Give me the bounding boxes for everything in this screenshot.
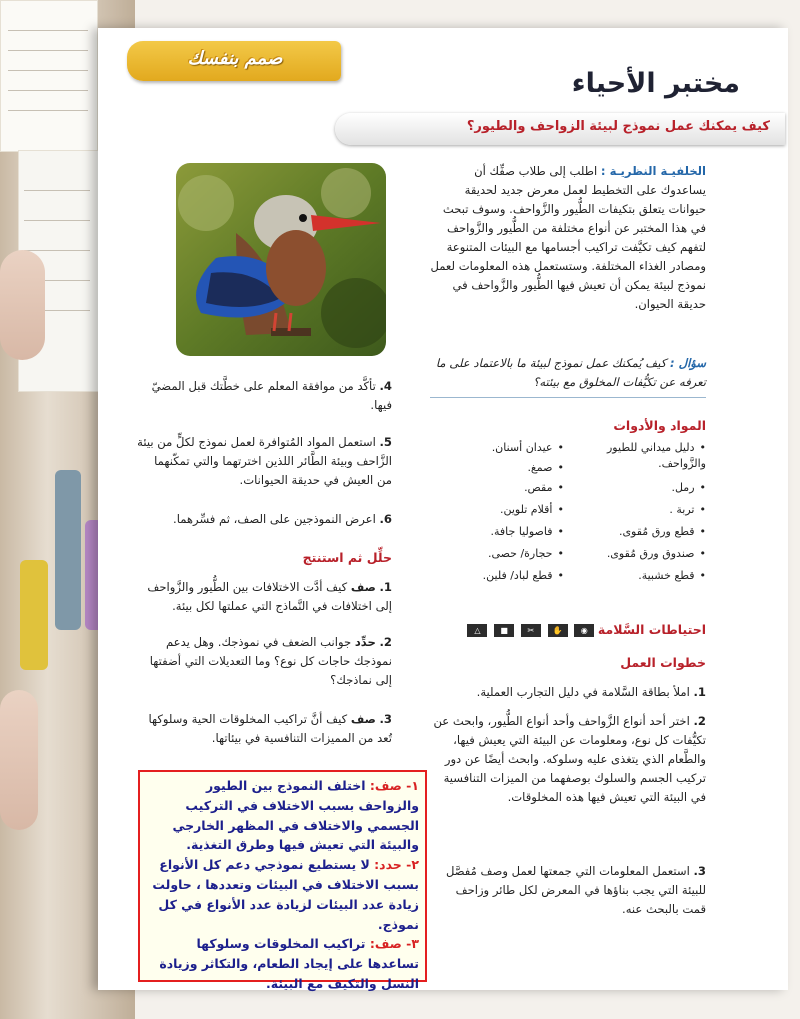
step-text: املأ بطاقة السَّلامة في دليل التجارب العملية. (476, 685, 690, 699)
scissors-safety-icon: ✂ (521, 624, 541, 637)
material-item: • صمغ. (434, 460, 564, 476)
eye-safety-icon: ◉ (574, 624, 594, 637)
answer-content (142, 776, 419, 994)
material-item: • مقص. (434, 480, 564, 496)
gloved-hand-lower (0, 690, 38, 830)
kingfisher-photo (176, 163, 386, 356)
answer-text: اختلف النموذج بين الطيور والزواحف بسبب الاختلاف في التركيب الجسمي والاختلاف في المظهر الخارجي والبيئة التي تعيش فيها وطرق التغذية. (172, 778, 419, 853)
step-2 (430, 712, 706, 807)
material-item: • أقلام تلوين. (434, 502, 564, 518)
step-number: 3. (693, 864, 706, 878)
lab-paper (0, 0, 98, 152)
analysis-number: 3. (379, 712, 392, 726)
step-text: استعمل المعلومات التي جمعتها لعمل وصف مُفصَّل للبيئة التي يجب بناؤها في المعرض لكل طائر وزاحف قمت بالبحث عنه. (445, 864, 706, 916)
step-number: 2. (693, 714, 706, 728)
wash-safety-icon: △ (467, 624, 487, 637)
step-text: اختر أحد أنواع الزَّواحف وأحد أنواع الطُّيور، وابحث عن تكيُّفات كل نوع، ومعلومات عن البيئة التي يعيش فيها، والطَّعام الذي يتغذى عليه وسلوكه. وابحث أيضًا عن دور تركيب الجسم والسلوك بوصفهما من الميزات التنافسية في البيئة التي تعيش فيها هذه المخلوقات. (433, 714, 706, 804)
clothing-safety-icon: ■ (494, 624, 514, 637)
material-item: • فاصوليا جافة. (434, 524, 564, 540)
answer-3 (142, 934, 419, 993)
banner-title: صمم بنفسك (187, 48, 283, 69)
material-item: • حجارة/ حصى. (434, 546, 564, 562)
analysis-label: صف (350, 580, 376, 594)
answer-1 (142, 776, 419, 855)
answer-text: لا يستطيع نموذجي دعم كل الأنواع بسبب الاختلاف في البيئات وتعددها ، حاولت زيادة عدد البيئات لزيادة عدد الأنواع في كل نموذج. (152, 857, 419, 932)
question-label: سؤال : (669, 356, 706, 370)
step-1 (430, 683, 706, 702)
step-text: استعمل المواد المُتوافرة لعمل نموذج لكلٍّ من بيئة الزَّاحف وبيئة الطَّائر اللذين اخترتهما والتي تمكّنهما من العيش في حديقة الحيوانات. (137, 435, 392, 487)
step-text: اعرض النموذجين على الصف، ثم فسِّرهما. (173, 512, 376, 526)
safety-row (430, 620, 706, 640)
material-item: • دليل ميداني للطيور والزَّواحف. (576, 440, 706, 472)
analysis-heading: حلِّل ثم استنتج (302, 550, 392, 565)
materials-heading: المواد والأدوات (613, 418, 706, 433)
material-item: • عيدان أسنان. (434, 440, 564, 456)
material-item: • قطع خشبية. (576, 568, 706, 584)
lab-bottle (55, 470, 81, 630)
main-question: كيف يمكنك عمل نموذج لبيئة الزواحف والطيور؟ (466, 119, 770, 134)
question-text: كيف يُمكنك عمل نموذج لبيئة ما بالاعتماد على ما تعرفه عن تكيُّفات المخلوق مع بيئته؟ (435, 356, 706, 389)
answer-text: تراكيب المخلوقات وسلوكها تساعدها على إيجاد الطعام، والتكاثر وزيادة النسل والتكيف مع البيئة. (159, 936, 419, 991)
step-number: 4. (379, 379, 392, 393)
step-text: تأكَّد من موافقة المعلم على خطَّتك قبل المضيّ فيها. (151, 379, 392, 412)
lab-question (430, 354, 706, 392)
answer-label: ١- صف: (369, 778, 419, 793)
material-item: • تربة . (576, 502, 706, 518)
gloved-hand (0, 250, 45, 360)
lab-tube-yellow (20, 560, 48, 670)
analysis-number: 1. (379, 580, 392, 594)
answer-2 (142, 855, 419, 934)
analysis-number: 2. (379, 635, 392, 649)
material-item: • قطع لباد/ فلين. (434, 568, 564, 584)
answer-label: ٢- حدد: (374, 857, 419, 873)
analysis-text: جوانب الضعف في نموذجك. وهل يدعم نموذجك حاجات كل نوع؟ وما التعديلات التي أضفتها إلى نماذجك؟ (149, 635, 392, 687)
material-item: • قطع ورق مُقوى. (576, 524, 706, 540)
background-label: الخلفيـة النظريـة : (600, 164, 706, 178)
hand-safety-icon: ✋ (548, 624, 568, 637)
step-number: 5. (379, 435, 392, 449)
analysis-item-2 (137, 633, 392, 690)
material-item: • رمل. (576, 480, 706, 496)
step-3 (430, 862, 706, 919)
analysis-label: حدِّد (354, 635, 376, 649)
step-4 (137, 377, 392, 415)
divider (430, 397, 706, 398)
analysis-text: كيف أنَّ تراكيب المخلوقات الحية وسلوكها تُعد من المميزات التنافسية في بيئاتها. (148, 712, 392, 745)
step-5 (137, 433, 392, 490)
analysis-item-1 (137, 578, 392, 616)
page-title: مختبر الأحياء (571, 68, 740, 99)
step-number: 6. (379, 512, 392, 526)
background-section (430, 162, 706, 314)
safety-heading: احتياطات السَّلامة (597, 622, 706, 637)
step-number: 1. (693, 685, 706, 699)
steps-heading: خطوات العمل (620, 655, 706, 670)
material-item: • صندوق ورق مُقوى. (576, 546, 706, 562)
background-text: اطلب إلى طلاب صفِّك أن يساعدوك على التخطيط لعمل معرض جديد لحديقة حيوانات يتعلق بتكيفات الطُّيور والزَّواحف. وسوف تبحث في هذا المختبر عن أنواع مختلفة من الطُّيور والزَّواحف لتفهم كيف تكيَّفت تراكيب أجسامها مع البيئات المتنوعة ومصادر الغذاء المختلفة. وستستعمل هذه المعلومات لعمل نموذج لبيئة يمكن أن تعيش فيها الطُّيور والزَّواحف في حديقة الحيوان. (430, 164, 706, 311)
analysis-label: صف (350, 712, 376, 726)
analysis-text: كيف أدَّت الاختلافات بين الطُّيور والزَّواحف إلى اختلافات في النَّماذج التي عملتها لكل بيئة. (147, 580, 392, 613)
answer-label: ٣- صف: (369, 936, 419, 952)
step-6 (137, 510, 392, 529)
analysis-item-3 (137, 710, 392, 748)
